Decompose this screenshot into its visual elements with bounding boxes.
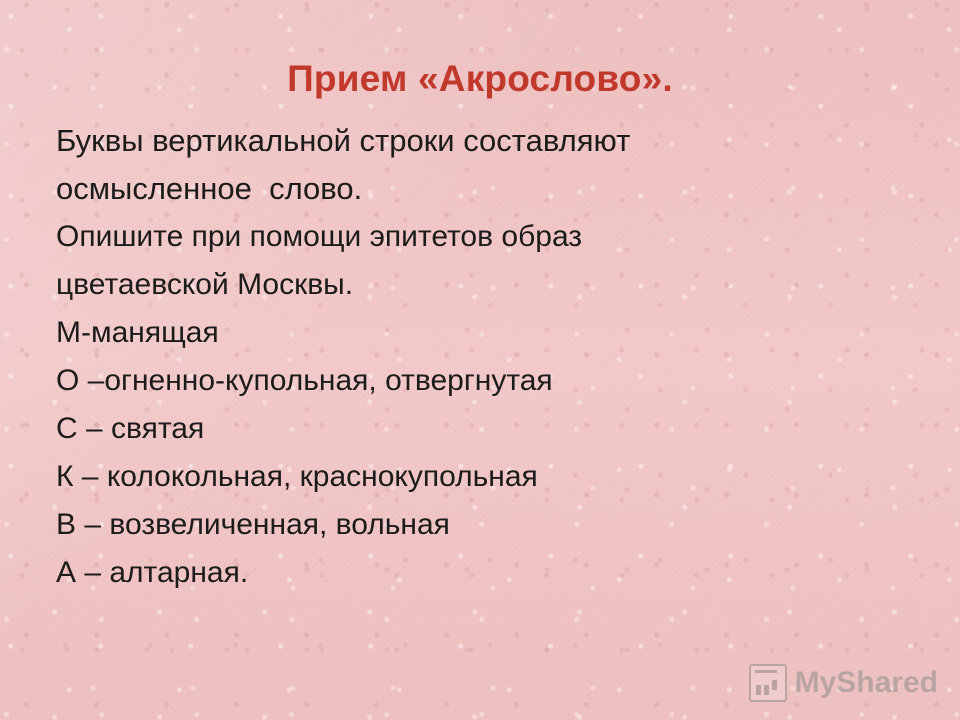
watermark <box>749 664 938 702</box>
body-line-5: М-манящая <box>56 316 219 349</box>
slide-body <box>56 117 920 597</box>
body-line-3: Опишите при помощи эпитетов образ <box>56 220 583 253</box>
body-line-2: осмысленное слово. <box>56 171 363 206</box>
body-line-9: В – возвеличенная, вольная <box>56 508 450 541</box>
body-line-4: цветаевской Москвы. <box>56 268 354 301</box>
watermark-label: MyShared <box>794 666 938 699</box>
body-line-10: А – алтарная. <box>56 556 249 589</box>
body-line-7: С – святая <box>56 412 205 445</box>
body-line-1: Буквы вертикальной строки составляют <box>56 123 631 158</box>
slide-title: Прием «Акрослово». <box>287 58 673 99</box>
body-line-6: О –огненно-купольная, отвергнутая <box>56 364 553 397</box>
presentation-logo-icon <box>749 664 787 702</box>
body-line-8: К – колокольная, краснокупольная <box>56 460 538 493</box>
